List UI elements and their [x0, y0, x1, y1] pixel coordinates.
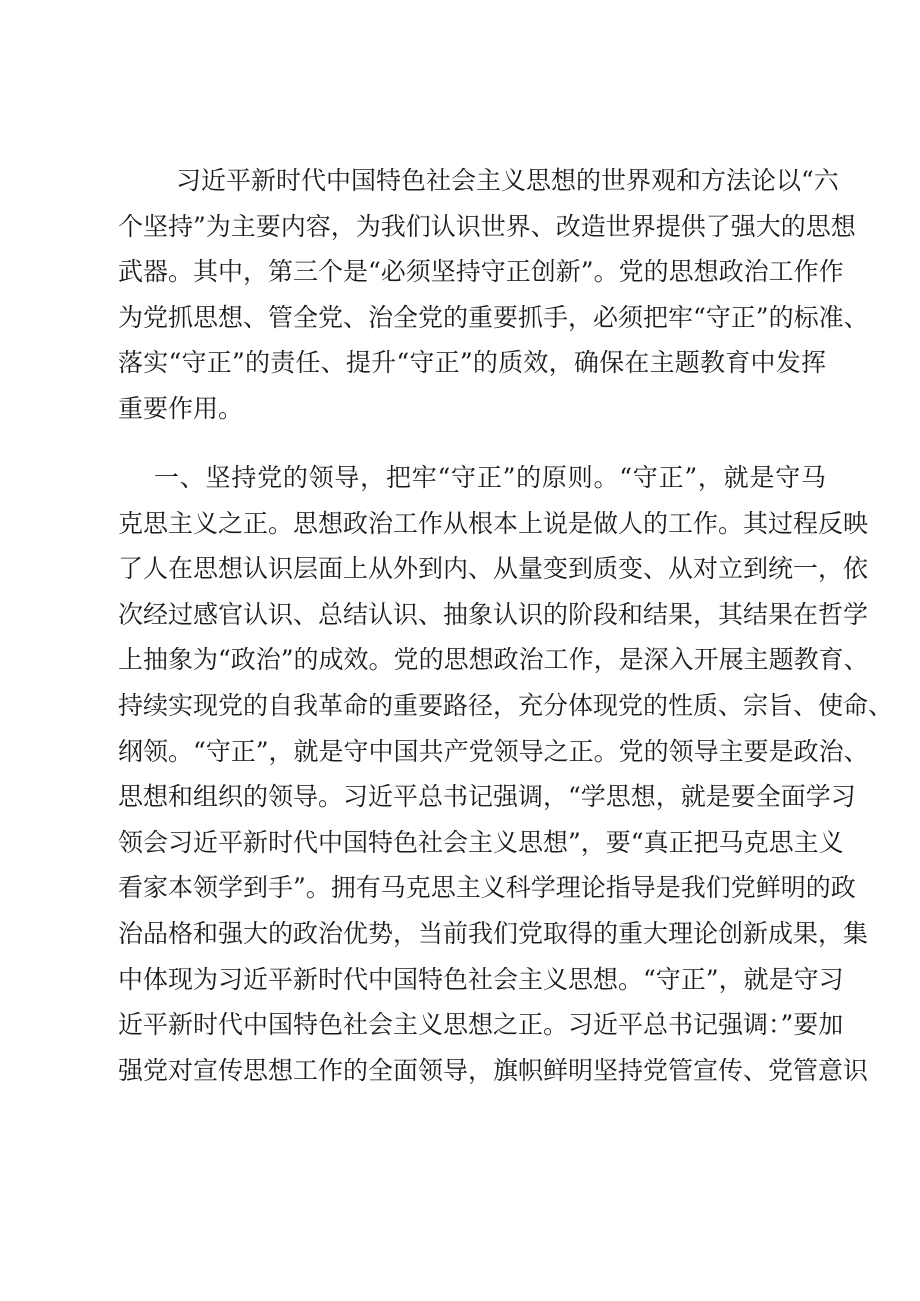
- paragraph-line: 治品格和强大的政治优势，当前我们党取得的重大理论创新成果，集: [118, 918, 869, 948]
- paragraph-line: 纲领。“守正”，就是守中国共产党领导之正。党的领导主要是政治、: [118, 736, 869, 766]
- paragraph-line: 落实“守正”的责任、提升“守正”的质效，确保在主题教育中发挥: [118, 348, 826, 378]
- section-heading-line: 一、坚持党的领导，把牢“守正”的原则。“守正”，就是守马: [154, 463, 826, 492]
- paragraph-line: 看家本领学到手”。拥有马克思主义科学理论指导是我们党鲜明的政: [118, 873, 856, 903]
- paragraph-line: 克思主义之正。思想政治工作从根本上说是做人的工作。其过程反映: [118, 508, 869, 538]
- paragraph-line: 中体现为习近平新时代中国特色社会主义思想。“守正”，就是守习: [118, 964, 844, 994]
- paragraph-line: 近平新时代中国特色社会主义思想之正。习近平总书记强调：”要加: [118, 1010, 844, 1040]
- paragraph-line: 为党抓思想、管全党、治全党的重要抓手，必须把牢“守正”的标准、: [118, 302, 869, 332]
- paragraph-line: 武器。其中，第三个是“必须坚持守正创新”。党的思想政治工作作: [118, 257, 844, 287]
- paragraph-line: 重要作用。: [118, 393, 244, 423]
- paragraph-line: 习近平新时代中国特色社会主义思想的世界观和方法论以“六: [176, 166, 839, 195]
- paragraph-intro: [118, 158, 869, 432]
- paragraph-line: 个坚持”为主要内容，为我们认识世界、改造世界提供了强大的思想: [118, 211, 856, 241]
- paragraph-line: 思想和组织的领导。习近平总书记强调，“学思想，就是要全面学习: [118, 782, 856, 812]
- paragraph-line: 上抽象为“政治”的成效。党的思想政治工作，是深入开展主题教育、: [118, 645, 869, 675]
- paragraph-line: 强党对宣传思想工作的全面领导，旗帜鲜明坚持党管宣传、党管意识: [118, 1055, 869, 1085]
- paragraph-section-one: [118, 455, 894, 1093]
- paragraph-line: 持续实现党的自我革命的重要路径，充分体现党的性质、宗旨、使命、: [118, 690, 894, 720]
- paragraph-line: 领会习近平新时代中国特色社会主义思想”，要“真正把马克思主义: [118, 827, 844, 857]
- paragraph-line: 次经过感官认识、总结认识、抽象认识的阶段和结果，其结果在哲学: [118, 599, 869, 629]
- paragraph-line: 了人在思想认识层面上从外到内、从量变到质变、从对立到统一，依: [118, 554, 869, 584]
